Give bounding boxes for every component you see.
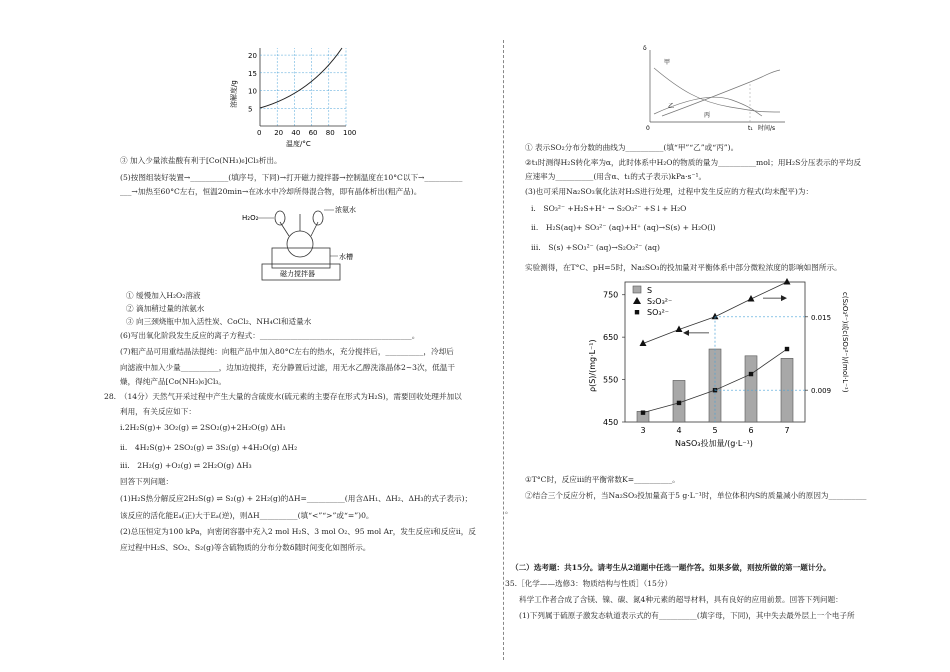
left-text-line: (2)总压恒定为100 kPa，向密闭容器中充入2 mol H₂S、3 mol O₂、95 mol Ar，发生反应i和反应ii，反	[120, 527, 476, 536]
apparatus-label-stirrer: 磁力搅拌器	[280, 270, 315, 278]
left-text-line: 回答下列问题：	[120, 477, 174, 486]
curve-label-jia: 甲	[664, 59, 671, 66]
left-text-line: ___→加热至60°C左右，恒温20min→在冰水中冷却所得混合物，即有晶体析出(粗产品)。	[120, 187, 422, 196]
right-text-line: ②t₁时测得H₂S转化率为α，此时体系中H₂O的物质的量为__________mol；用H₂S分压表示的平均反	[525, 158, 862, 167]
left-text-line: (5)按图组装好装置→__________(填序号，下同)→打开磁力搅拌器→控制温度在10°C以下→__________	[120, 173, 463, 182]
delta-x-label: 时间/s	[758, 125, 776, 132]
left-text-line: ③ 加入少量浓盐酸有利于[Co(NH₃)₆]Cl₃析出。	[120, 156, 282, 165]
sol-y-tick: 20	[248, 52, 257, 61]
left-text-line: ii. 4H₂S(g)+ 2SO₂(g) ⇌ 3S₂(g) +4H₂O(g) ΔH₂	[120, 443, 298, 452]
sol-x-tick: 60	[308, 129, 318, 137]
right-text-line: 应速率为__________(用含α、t₁的式子表示)kPa·s⁻¹。	[525, 172, 707, 181]
distribution-chart	[640, 42, 790, 137]
left-text-line: ② 滴加稍过量的浓氨水	[126, 304, 205, 313]
left-text-line: 应过程中H₂S、SO₂、S₂(g)等含硫物质的分布分数δ随时间变化如图所示。	[120, 543, 371, 552]
y-axis-right-label: c(S₂O₃²⁻)或c(SO₃²⁻)/(mol·L⁻¹)	[841, 292, 849, 393]
right-text-line: 。	[505, 506, 513, 515]
sol-x-tick: 0	[257, 129, 262, 137]
y-tick-label: 750	[603, 290, 619, 300]
bar-s	[745, 356, 757, 422]
y-tick-label: 450	[603, 418, 619, 427]
apparatus-label-ammonia: 浓氨水	[335, 206, 356, 214]
left-text-line: 燥，得纯产品[Co(NH₃)₆]Cl₃。	[120, 377, 227, 386]
delta-origin: 0	[646, 125, 650, 132]
left-text-line: iii. 2H₂(g) +O₂(g) ⇌ 2H₂O(g) ΔH₃	[120, 461, 252, 470]
right-text-line: i. SO₃²⁻ +H₂S+H⁺ → S₂O₃²⁻ +S↓+ H₂O	[531, 204, 687, 213]
x-tick-label: 5	[712, 426, 718, 435]
left-text-line: 该反应的活化能Eₐ(正)大于Eₐ(逆)，则ΔH__________(填“<”“>”或“=”)0。	[120, 511, 374, 520]
marker-s2o3	[784, 278, 791, 285]
delta-t1: t₁	[748, 125, 753, 132]
sol-x-tick: 40	[291, 129, 301, 137]
left-text-line: 向滤液中加入少量__________，边加边搅拌，充分静置后过滤，用无水乙醇洗涤晶体2~3次，低温干	[120, 363, 455, 372]
left-text-line: 利用，有关反应如下：	[120, 407, 196, 416]
curve-label-bing: 丙	[704, 112, 711, 119]
arrow-left-head	[683, 330, 689, 336]
bottom-text-line: 35.［化学——选修3：物质结构与性质］（15分）	[505, 579, 673, 588]
arrow-right-head	[781, 295, 787, 301]
column-divider	[503, 40, 504, 660]
legend-swatch-s2o3	[633, 297, 641, 304]
x-axis-label: NaSO₃投加量/(g·L⁻¹)	[675, 439, 753, 448]
right-text-line: iii. S(s) +SO₃²⁻ (aq)→S₂O₃²⁻ (aq)	[531, 243, 661, 252]
right-text-line: ① 表示SO₂分布分数的曲线为__________(填“甲”“乙”或“丙”)。	[525, 143, 739, 152]
apparatus-diagram	[238, 200, 368, 282]
x-tick-label: 3	[640, 426, 646, 435]
legend-label: S₂O₃²⁻	[647, 297, 673, 306]
sol-x-label: 温度/°C	[286, 140, 311, 148]
right-text-line: ①T°C时，反应iii的平衡常数K=__________。	[525, 475, 680, 484]
sol-y-label: 溶解度/g	[230, 80, 238, 108]
bottom-text-line: (1)下列属于硫原子激发态轨道表示式的有__________(填字母，下同)，其中失去最外层上一个电子所	[519, 611, 855, 620]
left-text-line: (7)粗产品可用重结晶法提纯：向粗产品中加入80°C左右的热水，充分搅拌后，__________，冷却后	[120, 347, 454, 356]
legend-label: SO₃²⁻	[647, 308, 670, 317]
marker-so3	[785, 347, 789, 351]
left-text-line: 28. （14分）天然气开采过程中产生大量的含硫废水(硫元素的主要存在形式为H₂S)，需要回收处理并加以	[104, 392, 462, 401]
left-text-line: (1)H₂S热分解反应2H₂S(g) ⇌ S₂(g) + 2H₂(g)的ΔH=__________(用含ΔH₁、ΔH₂、ΔH₃的式子表示)；	[120, 494, 473, 503]
sol-x-tick: 20	[274, 129, 284, 137]
x-tick-label: 6	[748, 426, 754, 435]
marker-so3	[641, 410, 645, 414]
right-text-line: ii. H₂S(aq)+ SO₃²⁻ (aq)+H⁺ (aq)→S(s) + H₂O(l)	[531, 223, 716, 232]
solubility-chart	[228, 38, 368, 148]
x-tick-label: 7	[784, 426, 790, 435]
bottom-text-line: 科学工作者合成了含镁、镍、碳、氮4种元素的超导材料，具有良好的应用前景。回答下列问题：	[519, 595, 843, 604]
right-tick-label: 0.015	[811, 313, 832, 322]
sol-y-tick: 5	[248, 105, 253, 114]
left-text-line: ③ 向三颈烧瓶中加入活性炭、CoCl₂、NH₄Cl和适量水	[126, 317, 312, 326]
x-tick-label: 4	[676, 426, 682, 435]
sol-x-tick: 100	[343, 129, 357, 137]
marker-so3	[677, 401, 681, 405]
left-text-line: (6)写出氧化阶段发生反应的离子方程式：________________________________________。	[120, 331, 420, 340]
legend-label: S	[647, 286, 653, 295]
apparatus-label-water-bath: 水槽	[339, 253, 353, 261]
bottom-text-line: （二）选考题：共15分。请考生从2道题中任选一题作答。如果多做，则按所做的第一题计分。	[511, 563, 831, 572]
delta-axis-label: δ	[643, 45, 647, 52]
sol-y-tick: 10	[248, 87, 257, 96]
y-tick-label: 550	[603, 375, 619, 385]
right-tick-label: 0.009	[811, 387, 832, 396]
curve-label-yi: 乙	[668, 103, 675, 110]
sol-y-tick: 15	[248, 69, 257, 78]
solubility-curve	[260, 48, 342, 108]
na2so3-dosage-chart	[575, 272, 865, 462]
y-axis-label: ρ(S)/(mg·L⁻¹)	[588, 339, 597, 392]
legend-swatch-so3	[635, 310, 639, 314]
left-text-line: ① 缓慢加入H₂O₂溶液	[126, 291, 201, 300]
legend-swatch-s	[633, 286, 641, 293]
left-text-line: i.2H₂S(g)+ 3O₂(g) ⇌ 2SO₂(g)+2H₂O(g) ΔH₁	[120, 423, 286, 432]
marker-so3	[749, 372, 753, 376]
sol-x-tick: 80	[325, 129, 335, 137]
y-tick-label: 650	[603, 333, 619, 343]
right-text-line: ②结合三个反应分析，当Na₂SO₃投加量高于5 g·L⁻¹时，单位体积内S的质量减小的原因为__________	[525, 491, 867, 500]
right-text-line: (3)也可采用Na₂SO₃氧化法对H₂S进行处理，过程中发生反应的方程式(均未配平)为：	[525, 187, 814, 196]
right-text-line: 实验测得，在T°C、pH=5时，Na₂SO₃的投加量对平衡体系中部分微粒浓度的影响如图所示。	[525, 263, 842, 272]
right-column	[505, 0, 950, 672]
apparatus-label-h2o2: H₂O₂	[242, 214, 259, 222]
